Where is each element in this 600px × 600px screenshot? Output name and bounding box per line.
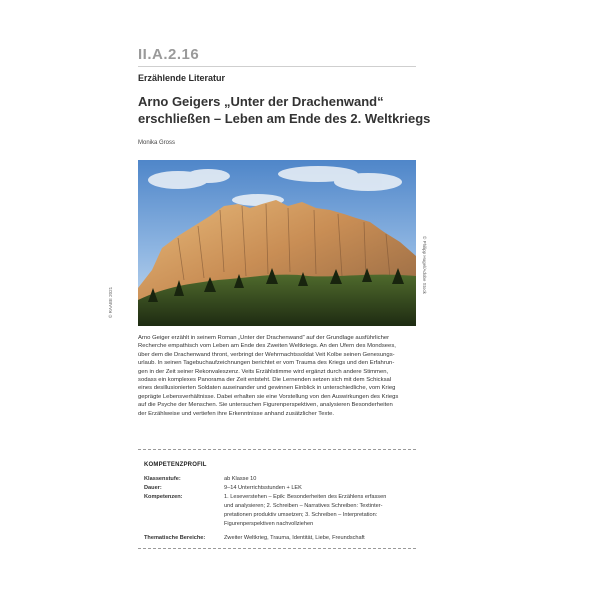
profile-key: Kompetenzen:	[144, 494, 183, 500]
profile-value: ab Klasse 10	[224, 476, 257, 482]
unit-code: II.A.2.16	[138, 46, 200, 63]
profile-key: Dauer:	[144, 485, 162, 491]
worksheet-cover-page: II.A.2.16 Erzählende Literatur Arno Geigers „Unter der Drachenwand“ erschließen – Leben am Ende des 2. Weltkriegs Monika Gross © Philipp Hugel/Adobe Stock © RAABE 2021 Arno Geiger erzählt in seinem Roman „Unter der Drachenwand“ auf der Grundlage ausführlicher Recherche empathisch vom Leben am Ende des Zweiten Weltkriegs. An den Ufern des Mondsees, über dem die Drachenwand thront, verbringt der Wehrmachtssoldat Veit Kolbe seinen Genesungs- urlaub. In seinen Tagebuchaufzeichnungen berichtet er vom Trauma des Kriegs und den Erfahrun- gen in der Zeit seiner Rekonvaleszenz. Veits Erzählstimme wird ergänzt durch andere Stimmen, sodass ein komplexes Panorama der Zeit entsteht. Die Lernenden setzen sich mit dem Schicksal eines desillusionierten Soldaten auseinander und gewinnen Einblick in unterschiedliche, vom Krieg geprägte Lebensverhältnisse. Dabei erhalten sie eine Vorstellung von den Auswirkungen des Kriegs auf die Psyche der Menschen. Sie untersuchen Figurenperspektiven, analysieren Besonderheiten der Erzählweise und vertiefen ihre Erkenntnisse anhand zusätzlicher Texte. KOMPETENZPROFIL Klassenstufe: ab Klasse 10 Dauer: 9–14 Unterrichtsstunden + LEK Kompetenzen: 1. Leseverstehen – Epik: Besonderheiten des Erzählens erfassen und analysieren; 2. Schreiben – Narratives Schreiben: Textinter- pretationen produktiv umsetzen; 3. Schreiben – Interpretation: Figurenperspektiven nachvollziehen Thematische Bereiche: Zweiter Weltkrieg, Trauma, Identität, Liebe, Freundschaft	[0, 0, 600, 600]
author-name: Monika Gross	[138, 140, 176, 146]
kompetenzprofil-heading: KOMPETENZPROFIL	[144, 462, 207, 468]
profile-value: 9–14 Unterrichtsstunden + LEK	[224, 485, 302, 491]
cover-photo-drachenwand	[138, 160, 416, 326]
kompetenzprofil-box	[138, 449, 416, 549]
intro-line: über dem die Drachenwand thront, verbringt der Wehrmachtssoldat Veit Kolbe seinen Genesungs-	[138, 351, 395, 358]
genre-label: Erzählende Literatur	[138, 73, 226, 83]
header-divider	[138, 66, 416, 67]
intro-paragraph	[138, 334, 418, 418]
intro-line: urlaub. In seinen Tagebuchaufzeichnungen berichtet er vom Trauma des Kriegs und den Erfahrun-	[138, 360, 395, 367]
intro-line: sodass ein komplexes Panorama der Zeit entsteht. Die Lernenden setzen sich mit dem Schicksal	[138, 377, 392, 384]
intro-line: Arno Geiger erzählt in seinem Roman „Unter der Drachenwand“ auf der Grundlage ausführlicher	[138, 335, 390, 341]
title-line: Arno Geigers „Unter der Drachenwand“	[138, 94, 384, 109]
page-title	[138, 93, 438, 127]
box-top-divider	[138, 449, 416, 450]
box-bottom-divider	[138, 548, 416, 549]
title-line: erschließen – Leben am Ende des 2. Weltkriegs	[138, 111, 431, 126]
intro-line: Recherche empathisch vom Leben am Ende des Zweiten Weltkriegs. An den Ufern des Mondsees,	[138, 343, 396, 350]
profile-value: Zweiter Weltkrieg, Trauma, Identität, Liebe, Freundschaft	[224, 535, 365, 541]
intro-line: geprägte Lebensverhältnisse. Dabei erhalten sie eine Vorstellung von den Auswirkungen des Kriegs	[138, 393, 399, 400]
profile-value: 1. Leseverstehen – Epik: Besonderheiten des Erzählens erfassen und analysieren; 2. Schreiben – Narratives Schreiben: Textinter- pretationen produktiv umsetzen; 3. Schreiben – Interpretation: Figurenperspektiven nachvollziehen	[224, 494, 387, 527]
profile-key: Klassenstufe:	[144, 476, 181, 482]
profile-key: Thematische Bereiche:	[144, 535, 206, 541]
intro-line: der Erzählweise und vertiefen ihre Erkenntnisse anhand zusätzlicher Texte.	[138, 410, 335, 417]
intro-line: eines desillusionierten Soldaten auseinander und gewinnen Einblick in unterschiedliche, vom Krieg	[138, 385, 396, 392]
intro-line: auf die Psyche der Menschen. Sie untersuchen Figurenperspektiven, analysieren Besonderheiten	[138, 402, 393, 409]
intro-line: gen in der Zeit seiner Rekonvaleszenz. Veits Erzählstimme wird ergänzt durch andere Stimmen,	[138, 368, 389, 375]
